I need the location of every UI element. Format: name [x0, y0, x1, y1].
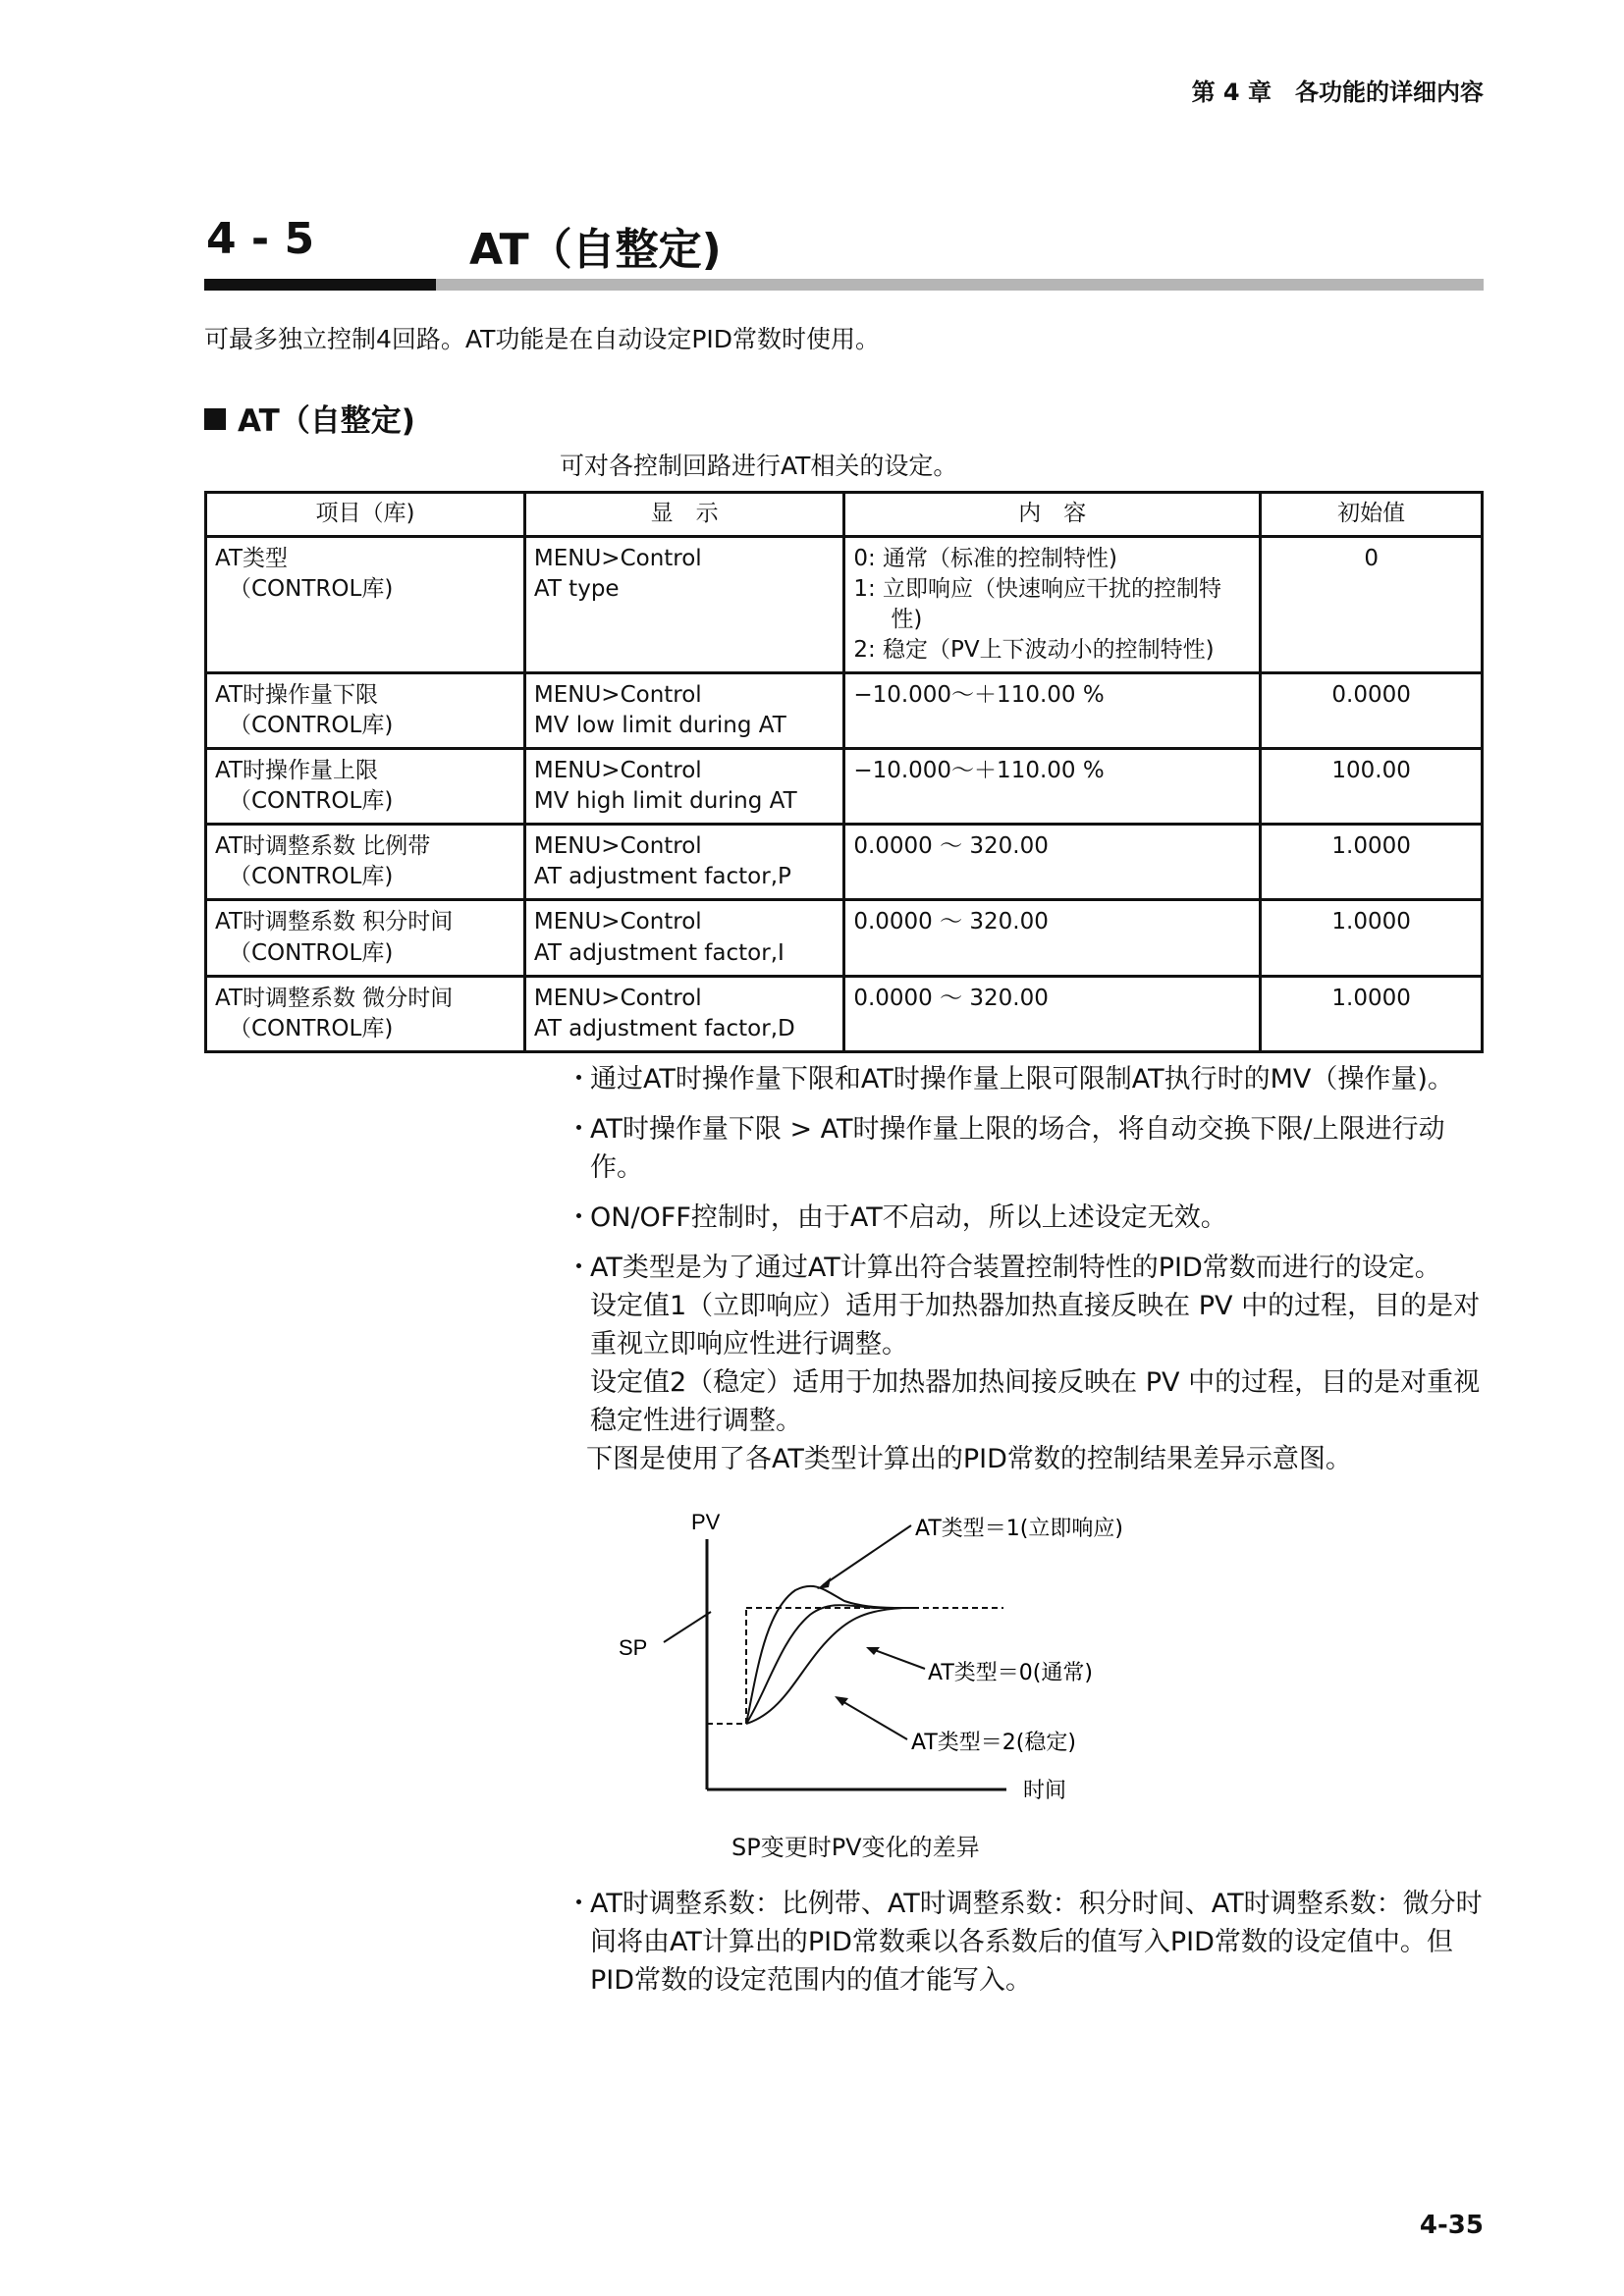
display-name: AT adjustment factor,D [533, 1015, 795, 1041]
cell-display [524, 537, 843, 673]
arrow-type1 [823, 1525, 911, 1585]
table-header-row [206, 493, 1483, 537]
cell-item [206, 673, 525, 749]
square-bullet-icon [204, 408, 226, 430]
chapter-header: 第 4 章 各功能的详细内容 [1191, 79, 1484, 106]
item-name: AT时调整系数 积分时间 [215, 909, 454, 935]
display-path: MENU>Control [533, 758, 702, 784]
cell-content: −10.000～＋110.00 % [844, 673, 1261, 749]
note-item [566, 1249, 1489, 1478]
display-path: MENU>Control [533, 985, 702, 1011]
cell-item [206, 976, 525, 1051]
sp-arrow [664, 1612, 711, 1642]
item-library: （CONTROL库) [229, 788, 394, 815]
note-text: 通过AT时操作量下限和AT时操作量上限可限制AT执行时的MV（操作量)。 [590, 1064, 1454, 1095]
bullet: ・ [566, 1253, 592, 1283]
item-name: AT时调整系数 微分时间 [215, 985, 454, 1011]
table-row [206, 976, 1483, 1051]
cell-display [524, 825, 843, 900]
cell-initial: 1.0000 [1261, 976, 1483, 1051]
display-name: AT type [533, 576, 620, 603]
note-text: 设定值1（立即响应）适用于加热器加热直接反映在 PV 中的过程，目的是对重视立即响应性进行调整。 [590, 1291, 1481, 1360]
note-text: AT类型是为了通过AT计算出符合装置控制特性的PID常数而进行的设定。 [590, 1253, 1441, 1283]
notes-final [566, 1885, 1489, 2011]
page-number: 4-35 [1419, 2211, 1484, 2240]
item-library: （CONTROL库) [229, 713, 394, 739]
header-display: 显 示 [524, 493, 843, 537]
sp-label: SP [619, 1635, 648, 1660]
intro-text: 可最多独立控制4回路。AT功能是在自动设定PID常数时使用。 [204, 325, 881, 353]
cell-initial: 0.0000 [1261, 673, 1483, 749]
table-row [206, 673, 1483, 749]
settings-table [204, 491, 1484, 1053]
note-item [566, 1885, 1489, 2000]
cell-content: 0.0000 ～ 320.00 [844, 900, 1261, 976]
item-library: （CONTROL库) [229, 939, 394, 966]
pv-axis-label: PV [691, 1510, 721, 1534]
display-path: MENU>Control [533, 909, 702, 935]
display-name: MV high limit during AT [533, 788, 797, 815]
item-name: AT时操作量下限 [215, 682, 378, 709]
table-row [206, 537, 1483, 673]
display-name: AT adjustment factor,P [533, 864, 791, 890]
item-library: （CONTROL库) [229, 1015, 394, 1041]
display-path: MENU>Control [533, 546, 702, 571]
item-library: （CONTROL库) [229, 864, 394, 890]
table-caption: 可对各控制回路进行AT相关的设定。 [560, 452, 958, 480]
section-number: 4 - 5 [206, 214, 315, 264]
display-path: MENU>Control [533, 682, 702, 709]
cell-display [524, 673, 843, 749]
display-name: AT adjustment factor,I [533, 939, 785, 966]
bullet: ・ [566, 1202, 592, 1233]
cell-content [844, 537, 1261, 673]
item-name: AT时操作量上限 [215, 758, 378, 784]
cell-display [524, 749, 843, 825]
bullet: ・ [566, 1114, 592, 1145]
item-library: （CONTROL库) [229, 576, 394, 603]
header-item: 项目（库) [206, 493, 525, 537]
bullet: ・ [566, 1064, 592, 1095]
note-text: AT时调整系数：比例带、AT时调整系数：积分时间、AT时调整系数：微分时间将由AT计算出的PID常数乘以各系数后的值写入PID常数的设定值中。但PID常数的设定范围内的值才能写入。 [590, 1889, 1483, 1996]
cell-initial: 0 [1261, 537, 1483, 673]
arrow-type0 [872, 1649, 925, 1669]
cell-content: 0.0000 ～ 320.00 [844, 825, 1261, 900]
note-item [566, 1060, 1489, 1098]
display-path: MENU>Control [533, 833, 702, 860]
content-line: 1: 立即响应（快速响应干扰的控制特性) [853, 576, 1222, 633]
cell-display [524, 900, 843, 976]
bullet: ・ [566, 1889, 592, 1919]
note-text: 设定值2（稳定）适用于加热器加热间接反映在 PV 中的过程，目的是对重视稳定性进行调整。 [590, 1367, 1481, 1436]
note-item [566, 1110, 1489, 1187]
label-type1: AT类型＝1(立即响应) [915, 1517, 1123, 1541]
display-name: MV low limit during AT [533, 713, 786, 739]
item-name: AT时调整系数 比例带 [215, 833, 431, 860]
pv-response-diagram [609, 1502, 1218, 1826]
note-text: ON/OFF控制时，由于AT不启动，所以上述设定无效。 [590, 1202, 1227, 1233]
cell-content: −10.000～＋110.00 % [844, 749, 1261, 825]
figure-caption: SP变更时PV变化的差异 [731, 1834, 980, 1861]
content-line: 0: 通常（标准的控制特性) [853, 546, 1117, 571]
label-type0: AT类型＝0(通常) [928, 1661, 1093, 1685]
note-text: 下图是使用了各AT类型计算出的PID常数的控制结果差异示意图。 [586, 1444, 1352, 1474]
cell-initial: 100.00 [1261, 749, 1483, 825]
content-line: 2: 稳定（PV上下波动小的控制特性) [853, 637, 1215, 664]
table-row [206, 749, 1483, 825]
note-text: AT时操作量下限 > AT时操作量上限的场合，将自动交换下限/上限进行动作。 [590, 1114, 1445, 1183]
time-axis-label: 时间 [1023, 1779, 1067, 1803]
section-rule-accent [204, 279, 436, 291]
cell-content: 0.0000 ～ 320.00 [844, 976, 1261, 1051]
cell-item [206, 900, 525, 976]
notes [566, 1060, 1489, 1490]
subsection-heading [204, 396, 415, 440]
table-row [206, 825, 1483, 900]
header-initial: 初始值 [1261, 493, 1483, 537]
cell-item [206, 537, 525, 673]
arrow-type2 [840, 1700, 907, 1739]
cell-item [206, 749, 525, 825]
header-content: 内 容 [844, 493, 1261, 537]
cell-item [206, 825, 525, 900]
note-item [566, 1199, 1489, 1237]
subsection-title: AT（自整定) [238, 403, 415, 439]
label-type2: AT类型＝2(稳定) [911, 1731, 1076, 1755]
cell-initial: 1.0000 [1261, 900, 1483, 976]
table-row [206, 900, 1483, 976]
item-name: AT类型 [215, 546, 288, 571]
cell-display [524, 976, 843, 1051]
cell-initial: 1.0000 [1261, 825, 1483, 900]
section-title: AT（自整定) [469, 225, 722, 275]
